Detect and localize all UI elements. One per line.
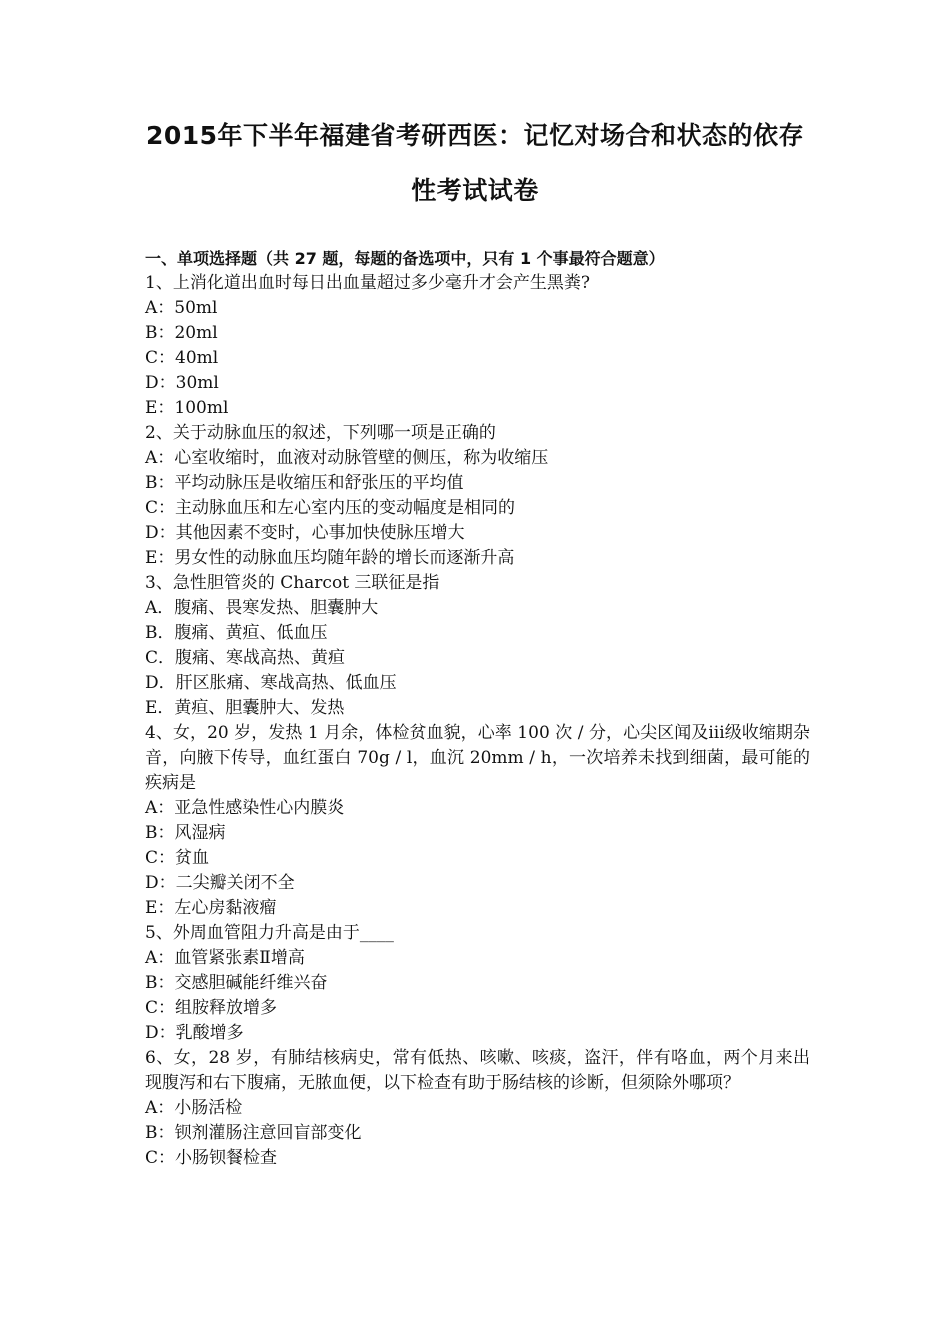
option-d: D：二尖瓣关闭不全 [145, 873, 295, 893]
option-c: C：小肠钡餐检查 [145, 1148, 278, 1168]
option-c: C：40ml [145, 348, 219, 368]
question-stem: 3、急性胆管炎的 Charcot 三联征是指 [145, 573, 440, 593]
question-1 [145, 271, 810, 421]
option-a: A：亚急性感染性心内膜炎 [145, 798, 345, 818]
question-4 [145, 721, 810, 921]
option-a: A：小肠活检 [145, 1098, 243, 1118]
option-b: B：平均动脉压是收缩压和舒张压的平均值 [145, 473, 464, 493]
option-e: E．黄疸、胆囊肿大、发热 [145, 698, 345, 718]
question-stem: 4、女，20 岁，发热 1 月余，体检贫血貌，心率 100 次 / 分，心尖区闻及iii级收缩期杂音，向腋下传导，血红蛋白 70g / l，血沉 20mm / h，一次培养未找到细菌，最可能的疾病是 [145, 723, 810, 793]
option-d: D：其他因素不变时，心事加快使脉压增大 [145, 523, 465, 543]
document-title [120, 108, 830, 218]
title-line-1: 2015年下半年福建省考研西医：记忆对场合和状态的依存 [145, 121, 805, 150]
option-a: A：心室收缩时，血液对动脉管壁的侧压，称为收缩压 [145, 448, 549, 468]
question-5 [145, 921, 810, 1046]
option-a: A：血管紧张素Ⅱ增高 [145, 948, 305, 968]
option-e: E：男女性的动脉血压均随年龄的增长而逐渐升高 [145, 548, 515, 568]
option-b: B：风湿病 [145, 823, 226, 843]
question-stem: 6、女，28 岁，有肺结核病史，常有低热、咳嗽、咳痰，盗汗，伴有咯血，两个月来出现腹泻和右下腹痛，无脓血便，以下检查有助于肠结核的诊断，但须除外哪项？ [145, 1048, 810, 1093]
question-stem: 5、外周血管阻力升高是由于____ [145, 923, 394, 943]
question-6 [145, 1046, 810, 1171]
option-d: D．肝区胀痛、寒战高热、低血压 [145, 673, 397, 693]
question-stem: 1、上消化道出血时每日出血量超过多少毫升才会产生黑粪? [145, 273, 590, 293]
option-c: C：贫血 [145, 848, 210, 868]
option-c: C．腹痛、寒战高热、黄疸 [145, 648, 346, 668]
option-b: B：钡剂灌肠注意回盲部变化 [145, 1123, 362, 1143]
document-body [145, 246, 810, 1171]
question-3 [145, 571, 810, 721]
question-stem: 2、关于动脉血压的叙述，下列哪一项是正确的 [145, 423, 496, 443]
option-a: A：50ml [145, 298, 218, 318]
option-d: D：30ml [145, 373, 219, 393]
option-b: B：20ml [145, 323, 218, 343]
option-d: D：乳酸增多 [145, 1023, 244, 1043]
question-2 [145, 421, 810, 571]
option-e: E：左心房黏液瘤 [145, 898, 277, 918]
option-b: B：交感胆碱能纤维兴奋 [145, 973, 328, 993]
option-e: E：100ml [145, 398, 229, 418]
option-c: C：组胺释放增多 [145, 998, 278, 1018]
option-c: C：主动脉血压和左心室内压的变动幅度是相同的 [145, 498, 516, 518]
title-line-2: 性考试试卷 [411, 176, 539, 205]
section-heading: 一、单项选择题（共 27 题，每题的备选项中，只有 1 个事最符合题意） [145, 249, 665, 268]
option-b: B．腹痛、黄疸、低血压 [145, 623, 328, 643]
option-a: A．腹痛、畏寒发热、胆囊肿大 [145, 598, 379, 618]
